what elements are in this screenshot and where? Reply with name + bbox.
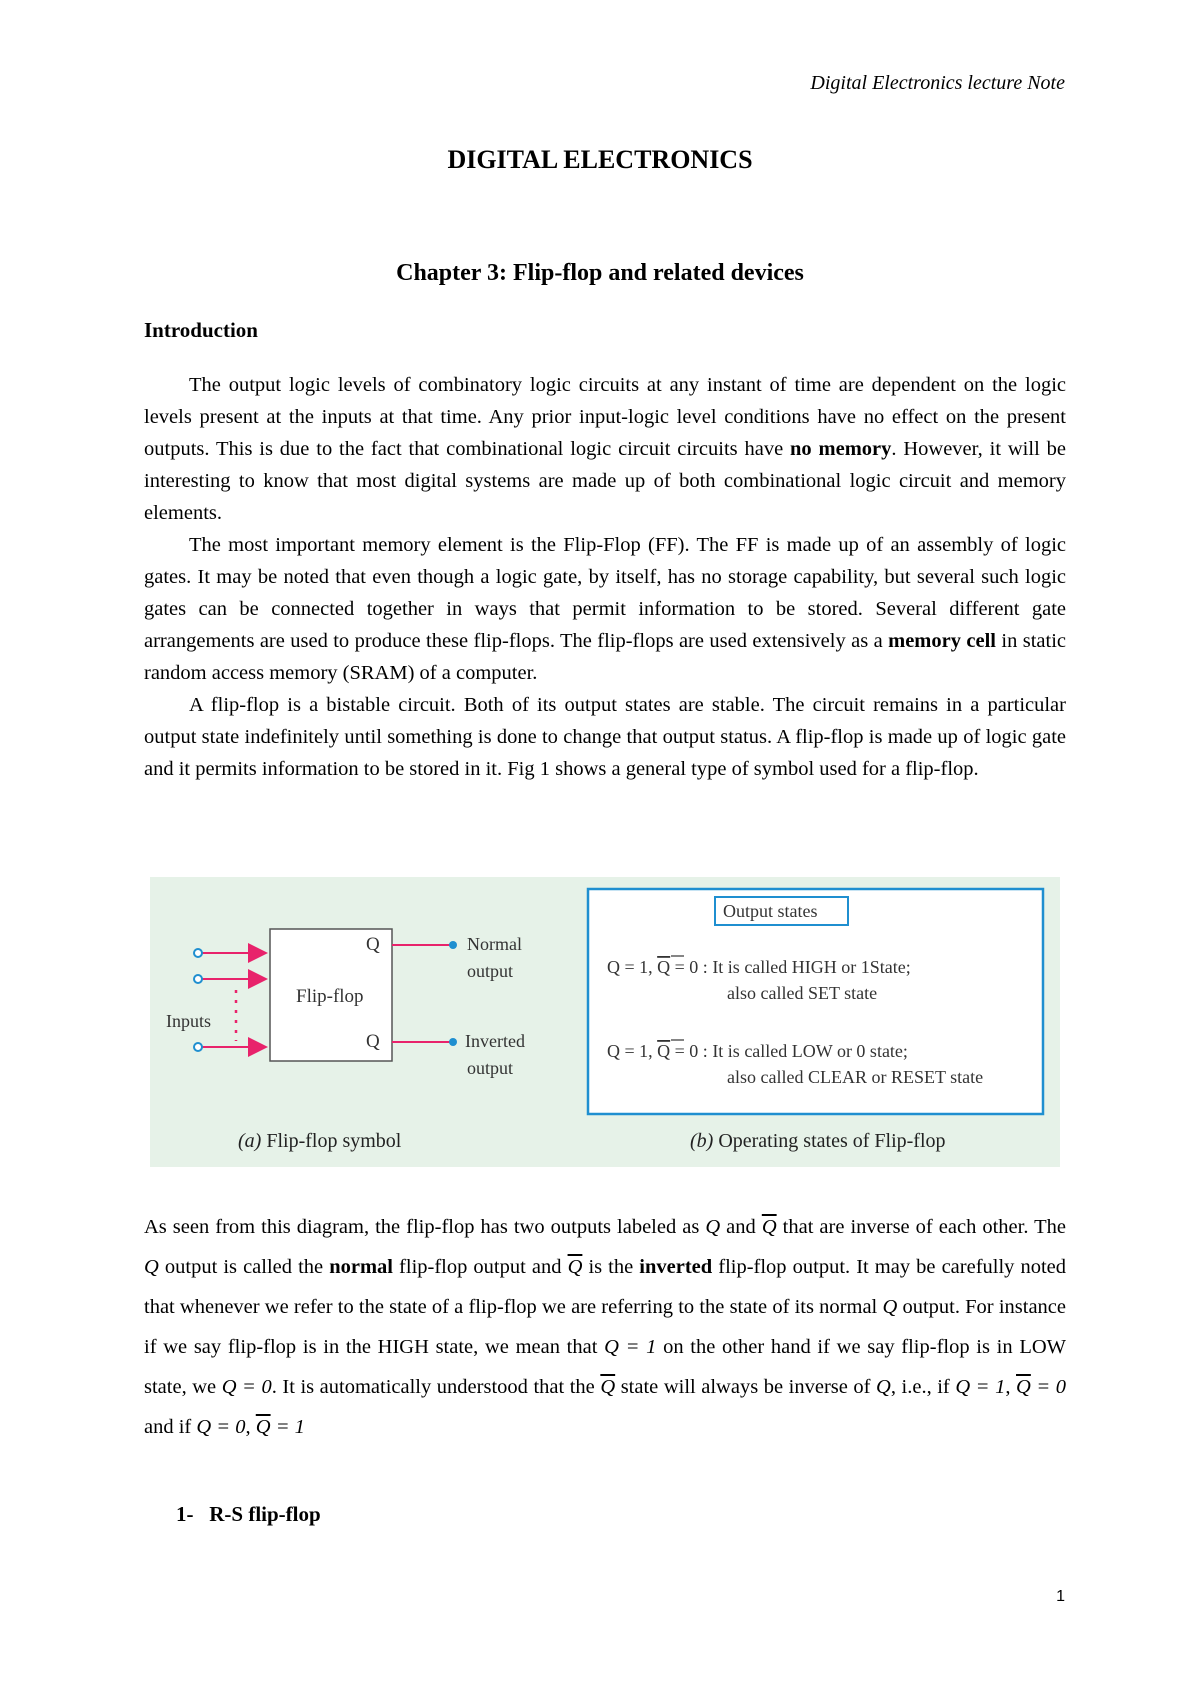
flip-flop-figure-svg: [150, 877, 1060, 1167]
paragraph-4: [144, 1207, 1066, 1447]
p4-text-10: . It is automatically understood that the: [271, 1376, 601, 1398]
caption-a-text: Flip-flop symbol: [261, 1130, 402, 1152]
state-low-eq-tail: = 0 :: [670, 1041, 713, 1061]
state-low-desc-1: It is called LOW or 0 state;: [712, 1041, 908, 1061]
qbar-symbol: $\overline{Q}$: [1016, 1376, 1031, 1398]
q-symbol: Q: [705, 1216, 721, 1238]
inverted-term: inverted: [639, 1256, 713, 1278]
flip-flop-block-label: Flip-flop: [296, 986, 364, 1007]
states-title: Output states: [723, 901, 818, 921]
input-terminal-1: [194, 949, 202, 957]
q-equals-1: Q = 1: [955, 1376, 1006, 1398]
qbar-symbol: $\overline{Q}$: [600, 1376, 616, 1398]
caption-b-letter: (b): [690, 1130, 714, 1152]
p4-text-2: and: [720, 1216, 762, 1238]
no-memory-term: no memory: [790, 438, 892, 460]
p4-text-13: ,: [1005, 1376, 1017, 1398]
state-low-equation: [607, 1041, 908, 1061]
caption-a: [238, 1130, 402, 1152]
paragraph-3: A flip-flop is a bistable circuit. Both of its output states are stable. The circuit remains in a particular output state indefinitely until something is done to change that output status. A flip-flop is made up of logic gate and it permits information to be stored in it. Fig 1 shows a general type of symbol used for a flip-flop.: [144, 694, 1066, 780]
chapter-heading: Chapter 3: Flip-flop and related devices: [396, 260, 804, 286]
normal-output-label-1: Normal: [467, 934, 522, 954]
section-heading: Introduction: [144, 318, 258, 342]
p4-text-12: , i.e., if: [890, 1376, 956, 1398]
qbar-equals-1: = 1: [270, 1416, 305, 1438]
p4-text-8: output. For instance if we say flip-flop is in the HIGH state, we mean that: [144, 1296, 1066, 1358]
q-symbol: Q: [882, 1296, 898, 1318]
inverted-output-label-2: output: [467, 1058, 514, 1078]
paragraph-2-text-c: in static random access memory (SRAM) of a computer.: [144, 630, 1066, 684]
q-equals-0: Q = 0: [196, 1416, 246, 1438]
caption-a-letter: (a): [238, 1130, 262, 1152]
p4-text-7: flip-flop output. It may be carefully noted that whenever we refer to the state of a flip-flop we are referring to the state of its normal: [144, 1256, 1067, 1318]
normal-output-terminal: [449, 941, 457, 949]
caption-b-text: Operating states of Flip-flop: [713, 1130, 946, 1152]
qbar-output-label: Q: [366, 1031, 380, 1052]
qbar-symbol: $\overline{Q}$: [255, 1416, 271, 1438]
p4-text-5: flip-flop output and: [392, 1256, 568, 1278]
state-low-desc-2: also called CLEAR or RESET state: [727, 1067, 984, 1087]
p4-text-4: output is called the: [158, 1256, 330, 1278]
paragraph-1-text-a: The output logic levels of combinatory logic circuits at any instant of time are dependent on the logic levels present at the inputs at that time. Any prior input-logic level conditions have no effect on the present outputs. This is due to the fact that combinational logic circuit circuits have: [144, 374, 1066, 460]
q-output-label: Q: [366, 934, 380, 955]
p4-text-14: and if: [144, 1416, 197, 1438]
paragraph-1: [144, 369, 1066, 529]
paragraph-1-text-c: . However, it will be interesting to know that most digital systems are made up of both combinational logic circuit and memory elements.: [144, 438, 1066, 524]
flip-flop-symbol: [166, 929, 525, 1152]
state-high-eq-q: Q = 1,: [607, 957, 658, 977]
paragraph-2-text-a: The most important memory element is the Flip-Flop (FF). The FF is made up of an assembly of logic gates. It may be noted that even though a logic gate, by itself, has no storage capability, but several such logic gates can be connected together in ways that permit information to be stored. Several different gate arrangements are used to produce these flip-flops. The flip-flops are used extensively as a: [144, 534, 1066, 652]
flip-flop-figure: [150, 877, 1060, 1167]
operating-states: [588, 889, 1043, 1152]
p4-text-11: state will always be inverse of: [615, 1376, 877, 1398]
p4-text-1: As seen from this diagram, the flip-flop has two outputs labeled as: [144, 1216, 706, 1238]
input-terminal-2: [194, 975, 202, 983]
caption-b: [690, 1130, 946, 1152]
memory-cell-term: memory cell: [888, 630, 996, 652]
normal-output-label-2: output: [467, 961, 514, 981]
input-terminal-3: [194, 1043, 202, 1051]
inputs-label: Inputs: [166, 1011, 211, 1031]
running-header: Digital Electronics lecture Note: [810, 72, 1065, 94]
q-symbol: Q: [876, 1376, 891, 1398]
p4-text-6: is the: [582, 1256, 640, 1278]
qbar-symbol: $\overline{Q}$: [761, 1216, 777, 1238]
state-high-eq-qbar: Q: [657, 957, 671, 977]
q-equals-1: Q = 1: [604, 1336, 657, 1358]
outputs-explanation: [144, 1207, 1066, 1447]
p4-text-3: that are inverse of each other. The: [776, 1216, 1066, 1238]
p4-text-13: ,: [245, 1416, 256, 1438]
state-high-desc-1: It is called HIGH or 1State;: [712, 957, 911, 977]
inverted-output-label-1: Inverted: [465, 1031, 525, 1051]
page-number: 1: [1056, 1588, 1065, 1605]
state-low-eq-qbar: Q: [657, 1041, 671, 1061]
document-title: DIGITAL ELECTRONICS: [447, 145, 753, 174]
state-low-eq-q: Q = 1,: [607, 1041, 658, 1061]
qbar-equals-0: = 0: [1030, 1376, 1067, 1398]
normal-term: normal: [329, 1256, 393, 1278]
q-symbol: Q: [144, 1256, 159, 1278]
inverted-output-terminal: [449, 1038, 457, 1046]
state-high-equation: [607, 957, 911, 977]
rs-flip-flop-heading: 1- R-S flip-flop: [176, 1502, 321, 1526]
state-high-eq-tail: = 0 :: [670, 957, 713, 977]
state-high-desc-2: also called SET state: [727, 983, 878, 1003]
intro-text: [144, 369, 1066, 785]
qbar-symbol: $\overline{Q}$: [567, 1256, 583, 1278]
p4-text-9: on the other hand if we say flip-flop is in LOW state, we: [144, 1336, 1066, 1398]
q-equals-0: Q = 0: [221, 1376, 272, 1398]
paragraph-2: [144, 529, 1066, 689]
